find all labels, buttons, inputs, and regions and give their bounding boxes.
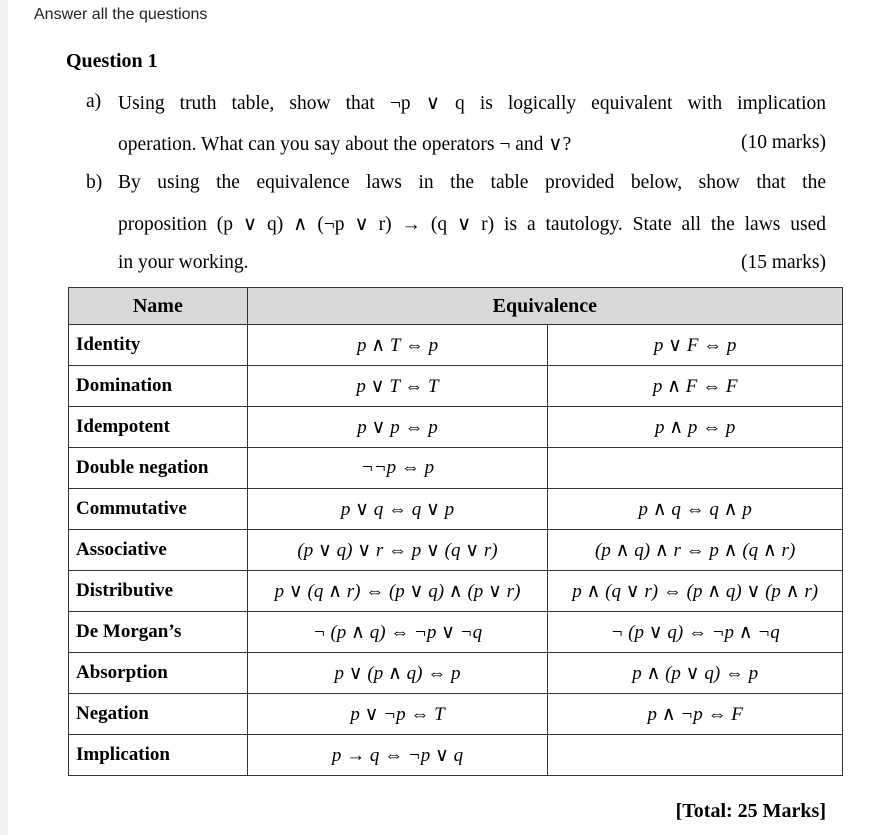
part-a-line-2: operation. What can you say about the operators ¬ and ∨? — [118, 134, 572, 155]
law-right: p ∧ (p ∨ q) ⇔ p — [548, 653, 843, 694]
part-b-marks: (15 marks) — [740, 252, 826, 273]
table-row — [69, 612, 843, 653]
instruction-text: Answer all the questions — [34, 6, 208, 23]
law-left: ¬¬p ⇔ p — [247, 448, 548, 489]
law-left: p ∧ T ⇔ p — [247, 325, 548, 366]
part-a-label: a) — [86, 91, 102, 112]
table-row — [69, 735, 843, 776]
part-b-line-1: By using the equivalence laws in the table provided below, show that the — [118, 172, 826, 193]
table-header-row — [69, 288, 843, 325]
header-equivalence: Equivalence — [247, 288, 842, 325]
law-name: Associative — [69, 530, 248, 571]
header-name: Name — [69, 288, 248, 325]
question-heading: Question 1 — [66, 50, 158, 72]
table-row — [69, 489, 843, 530]
law-name: Idempotent — [69, 407, 248, 448]
law-name: Distributive — [69, 571, 248, 612]
law-right: p ∨ F ⇔ p — [548, 325, 843, 366]
left-margin-bar — [0, 0, 8, 835]
law-right: p ∧ p ⇔ p — [548, 407, 843, 448]
law-left: p ∨ q ⇔ q ∨ p — [247, 489, 548, 530]
law-left: p ∨ ¬p ⇔ T — [247, 694, 548, 735]
table-row — [69, 407, 843, 448]
law-left: p ∨ (p ∧ q) ⇔ p — [247, 653, 548, 694]
law-right: (p ∧ q) ∧ r ⇔ p ∧ (q ∧ r) — [548, 530, 843, 571]
law-name: Implication — [69, 735, 248, 776]
law-name: Double negation — [69, 448, 248, 489]
law-name: Absorption — [69, 653, 248, 694]
law-name: Identity — [69, 325, 248, 366]
part-b-line-3: in your working. — [118, 252, 249, 273]
law-right — [548, 735, 843, 776]
law-right: p ∧ q ⇔ q ∧ p — [548, 489, 843, 530]
part-a-line-1: Using truth table, show that ¬p ∨ q is logically equivalent with implication — [118, 93, 826, 114]
table-row — [69, 366, 843, 407]
law-left: p ∨ p ⇔ p — [247, 407, 548, 448]
law-left: p ∨ T ⇔ T — [247, 366, 548, 407]
table-row — [69, 325, 843, 366]
part-b-label: b) — [86, 172, 103, 193]
law-left: ¬ (p ∧ q) ⇔ ¬p ∨ ¬q — [247, 612, 548, 653]
total-marks: [Total: 25 Marks] — [675, 800, 826, 822]
table-row — [69, 448, 843, 489]
law-name: Domination — [69, 366, 248, 407]
part-b-line-2: proposition (p ∨ q) ∧ (¬p ∨ r) → (q ∨ r) is a tautology. State all the laws used — [118, 214, 826, 235]
law-right: p ∧ ¬p ⇔ F — [548, 694, 843, 735]
part-a-marks: (10 marks) — [740, 132, 826, 153]
equivalence-laws-table — [68, 287, 843, 776]
table-row — [69, 571, 843, 612]
law-name: De Morgan’s — [69, 612, 248, 653]
law-right: p ∧ (q ∨ r) ⇔ (p ∧ q) ∨ (p ∧ r) — [548, 571, 843, 612]
law-left: p ∨ (q ∧ r) ⇔ (p ∨ q) ∧ (p ∨ r) — [247, 571, 548, 612]
law-left: p → q ⇔ ¬p ∨ q — [247, 735, 548, 776]
table-row — [69, 694, 843, 735]
law-name: Commutative — [69, 489, 248, 530]
law-right: ¬ (p ∨ q) ⇔ ¬p ∧ ¬q — [548, 612, 843, 653]
law-right: p ∧ F ⇔ F — [548, 366, 843, 407]
law-right — [548, 448, 843, 489]
table-row — [69, 530, 843, 571]
law-name: Negation — [69, 694, 248, 735]
table-row — [69, 653, 843, 694]
law-left: (p ∨ q) ∨ r ⇔ p ∨ (q ∨ r) — [247, 530, 548, 571]
